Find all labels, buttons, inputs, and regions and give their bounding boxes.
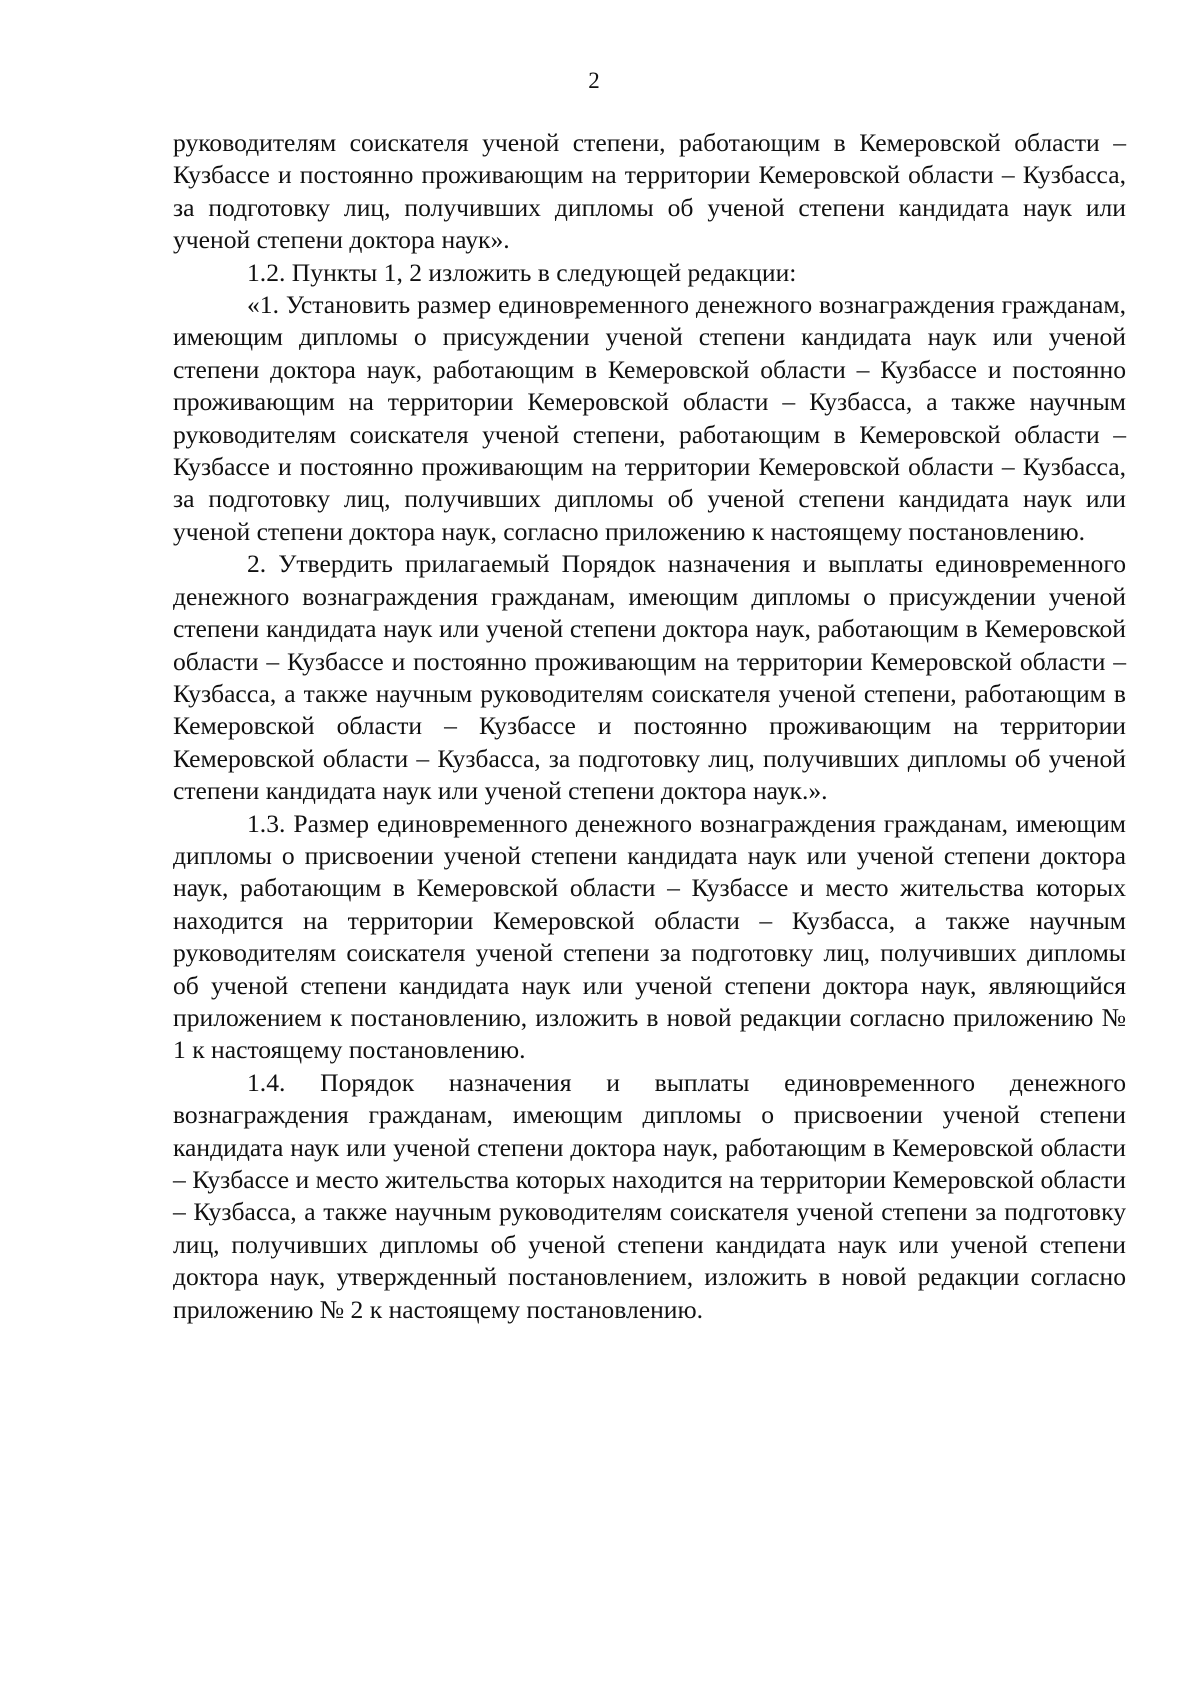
paragraph-continuation: руководителям соискателя ученой степени, работающим в Кемеровской области – Кузбассе и постоянно проживающим на территории Кемеровской области – Кузбасса, за подготовку лиц, получивших дипломы об ученой степени кандидата наук или ученой степени доктора наук». — [173, 128, 1126, 255]
paragraph-quoted-point-1: «1. Установить размер единовременного денежного вознаграждения гражданам, имеющим дипломы о присуждении ученой степени кандидата наук или ученой степени доктора наук, работающим в Кемеровской области – Кузбассе и постоянно проживающим на территории Кемеровской области – Кузбасса, а также научным руководителям соискателя ученой степени, работающим в Кемеровской области – Кузбассе и постоянно проживающим на территории Кемеровской области – Кузбасса, за подготовку лиц, получивших дипломы об ученой степени кандидата наук или ученой степени доктора наук, согласно приложению к настоящему постановлению. — [173, 290, 1126, 546]
paragraph-quoted-point-2: 2. Утвердить прилагаемый Порядок назначения и выплаты единовременного денежного вознаграждения гражданам, имеющим дипломы о присуждении ученой степени кандидата наук или ученой степени доктора наук, работающим в Кемеровской области – Кузбассе и постоянно проживающим на территории Кемеровской области – Кузбасса, а также научным руководителям соискателя ученой степени, работающим в Кемеровской области – Кузбассе и постоянно проживающим на территории Кемеровской области – Кузбасса, за подготовку лиц, получивших дипломы об ученой степени кандидата наук или ученой степени доктора наук.». — [173, 549, 1126, 806]
document-body — [173, 127, 1126, 1326]
paragraph-item-1-2: 1.2. Пункты 1, 2 изложить в следующей редакции: — [247, 257, 797, 287]
page-number: 2 — [588, 68, 600, 93]
paragraph-item-1-4: 1.4. Порядок назначения и выплаты единовременного денежного вознаграждения гражданам, имеющим дипломы о присвоении ученой степени кандидата наук или ученой степени доктора наук, работающим в Кемеровской области – Кузбассе и место жительства которых находится на территории Кемеровской области – Кузбасса, а также научным руководителям соискателя ученой степени за подготовку лиц, получивших дипломы об ученой степени кандидата наук или ученой степени доктора наук, утвержденный постановлением, изложить в новой редакции согласно приложению № 2 к настоящему постановлению. — [173, 1067, 1126, 1324]
paragraph-item-1-3: 1.3. Размер единовременного денежного вознаграждения гражданам, имеющим дипломы о присвоении ученой степени кандидата наук или ученой степени доктора наук, работающим в Кемеровской области – Кузбассе и место жительства которых находится на территории Кемеровской области – Кузбасса, а также научным руководителям соискателя ученой степени за подготовку лиц, получивших дипломы об ученой степени кандидата наук или ученой степени доктора наук, являющийся приложением к постановлению, изложить в новой редакции согласно приложению № 1 к настоящему постановлению. — [173, 808, 1126, 1065]
